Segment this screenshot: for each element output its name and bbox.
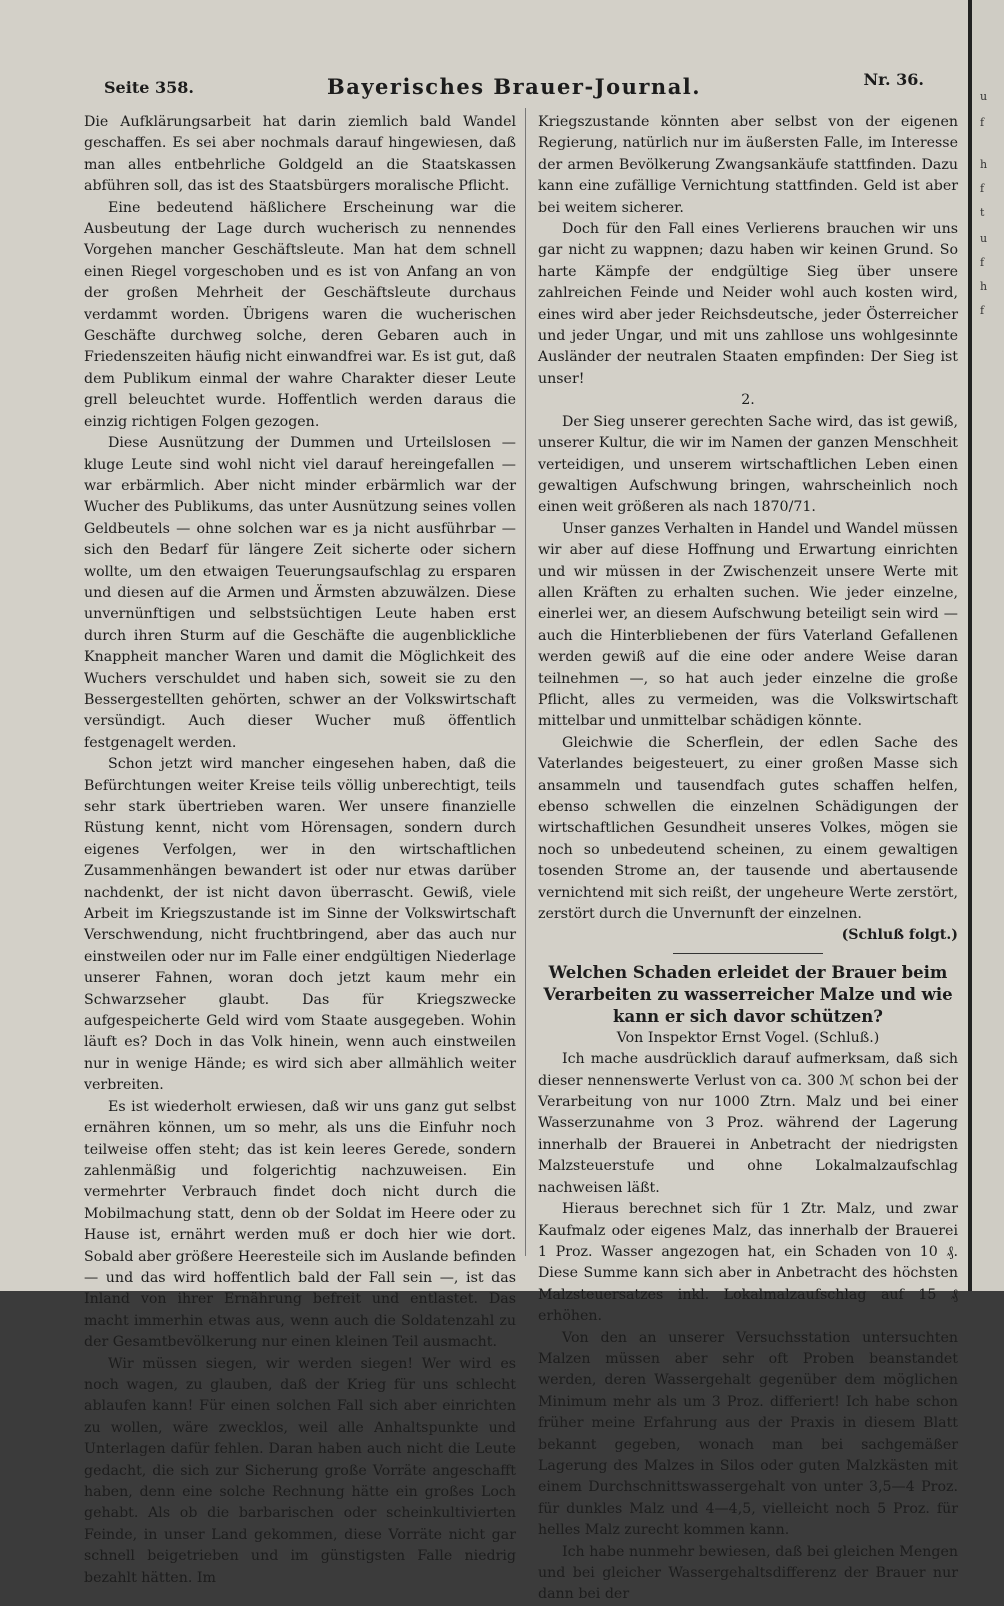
adjacent-page-fragment: t [980, 206, 985, 219]
page-header [82, 68, 942, 98]
issue-number: Nr. 36. [863, 70, 924, 89]
section-rule [673, 953, 823, 954]
paragraph: Unser ganzes Verhalten in Handel und Wandel müssen wir aber auf diese Hoffnung und Erwartung einrichten und wir müssen in der Zwischenzeit unsere Werte mit allen Kräften zu erhalten suchen. Wie jeder einzelne, einerlei wer, an diesem Aufschwung beteiligt sein wird — auch die Hinterbliebenen der fürs Vaterland Gefallenen werden gewiß auf die eine oder andere Weise daran teilnehmen —, so hat auch jeder einzelne die große Pflicht, alles zu vermeiden, was die Volkswirtschaft mittelbar und unmittelbar schädigen könnte. [538, 520, 958, 730]
paragraph: Diese Ausnützung der Dummen und Urteilslosen — kluge Leute sind wohl nicht viel darauf hereingefallen — war erbärmlich. Aber nicht minder erbärmlich war der Wucher des Publikums, das unter Ausnützung seines vollen Geldbeutels — ohne solchen war es ja nicht ausführbar — sich den Bedarf für längere Zeit sicherte oder sichern wollte, um den etwaigen Teuerungsaufschlag zu ersparen und diesen auf die Armen und Ärmsten abzuwälzen. Diese unvernünftigen und selbstsüchtigen Leute haben erst durch ihren Sturm auf die Geschäfte die augenblickliche Knappheit mancher Waren und damit die Möglichkeit des Wuchers verschuldet und haben sich, soweit sie zu den Bessergestellten gehörten, schwer an der Volkswirtschaft versündigt. Auch dieser Wucher muß öffentlich festgenagelt werden. [84, 435, 516, 751]
continuation-note: (Schluß folgt.) [841, 927, 958, 944]
article-byline: Von Inspektor Ernst Vogel. (Schluß.) [616, 1029, 880, 1046]
paragraph: Hieraus berechnet sich für 1 Ztr. Malz, und zwar Kaufmalz oder eigenes Malz, das innerhalb der Brauerei 1 Proz. Wasser angezogen hat, ein Schaden von 10 ₰. Diese Summe kann sich aber in Anbetracht des höchsten Malzsteuersatzes inkl. Lokalmalzaufschlag auf 15 ₰ erhöhen. [538, 1201, 958, 1325]
paragraph: Gleichwie die Scherflein, der edlen Sache des Vaterlandes beigesteuert, zu einer großen Masse sich ansammeln und tausendfach gutes schaffen helfen, ebenso schwellen die einzelnen Schädigungen der wirtschaftlichen Gesundheit unseres Volkes, mögen sie noch so unbedeutend scheinen, zu einem gewaltigen tosenden Strome an, der tausende und abertausende vernichtend mit sich reißt, der ungeheure Werte zerstört, zerstört durch die Unvernunft der einzelnen. [538, 734, 958, 923]
column-divider [525, 108, 526, 1256]
paragraph: Ich habe nunmehr bewiesen, daß bei gleichen Mengen und bei gleicher Wassergehaltsdifferenz der Brauer nur dann bei der [538, 1543, 958, 1603]
adjacent-page-fragment: u [980, 232, 988, 245]
paragraph: Kriegszustande könnten aber selbst von der eigenen Regierung, natürlich nur im äußersten Falle, im Interesse der armen Bevölkerung Zwangsankäufe stattfinden. Dazu kann eine zufällige Vernichtung stattfinden. Geld ist aber bei weitem sicherer. [538, 114, 958, 216]
paragraph: Es ist wiederholt erwiesen, daß wir uns ganz gut selbst ernähren können, um so mehr, als uns die Einfuhr noch teilweise offen steht; das ist kein leeres Gerede, sondern zahlenmäßig und folgerichtig nachzuweisen. Ein vermehrter Verbrauch findet doch nicht durch die Mobilmachung statt, denn ob der Soldat im Heere oder zu Hause ist, ernährt werden muß er doch hier wie dort. Sobald aber größere Heeresteile sich im Auslande befinden — und das wird hoffentlich bald der Fall sein —, ist das Inland von ihrer Ernährung befreit und entlastet. Das macht immerhin etwas aus, wenn auch die Soldatenzahl zu der Gesamtbevölkerung nur einen kleinen Teil ausmacht. [84, 1098, 516, 1351]
paragraph: Der Sieg unserer gerechten Sache wird, das ist gewiß, unserer Kultur, die wir im Namen der ganzen Menschheit verteidigen, und unserem wirtschaftlichen Leben einen gewaltigen Aufschwung bringen, wahrscheinlich noch einen weit größeren als nach 1870/71. [538, 413, 958, 516]
adjacent-page-fragment: f [980, 182, 985, 195]
adjacent-page-fragment: f [980, 304, 985, 317]
adjacent-page-fragment: h [980, 158, 988, 171]
paragraph: Von den an unserer Versuchsstation untersuchten Malzen müssen aber sehr oft Proben beanstandet werden, deren Wassergehalt gegenüber dem möglichen Minimum mehr als um 3 Proz. differiert! Ich habe schon früher meine Erfahrung aus der Praxis in diesem Blatt bekannt gegeben, wonach man bei sachgemäßer Lagerung des Malzes in Silos oder guten Malzkästen mit einem Durchschnittswassergehalt von unter 3,5—4 Proz. für dunkles Malz und 4—4,5, vielleicht noch 5 Proz. für helles Malz zurecht kommen kann. [538, 1329, 958, 1539]
paragraph: Eine bedeutend häßlichere Erscheinung war die Ausbeutung der Lage durch wucherisch zu nennendes Vorgehen mancher Geschäftsleute. Man hat dem schnell einen Riegel vorgeschoben und es ist von Anfang an von der großen Mehrheit der Geschäftsleute durchaus verdammt worden. Übrigens waren die wucherischen Geschäfte durchweg solche, deren Gebaren auch in Friedenszeiten häufig nicht einwandfrei war. Es ist gut, daß dem Publikum einmal der wahre Charakter dieser Leute grell beleuchtet wurde. Hoffentlich werden daraus die einzig richtigen Folgen gezogen. [84, 199, 516, 430]
journal-title: Bayerisches Brauer-Journal. [327, 74, 702, 99]
paragraph: Wir müssen siegen, wir werden siegen! Wer wird es noch wagen, zu glauben, daß der Krieg für uns schlecht ablaufen kann! Für einen solchen Fall sich aber einrichten zu wollen, wäre zwecklos, weil alle Anhaltspunkte und Unterlagen dafür fehlen. Daran haben auch nicht die Leute gedacht, die sich zur Sicherung große Vorräte angeschafft haben, denn eine solche Rechnung hätte ein großes Loch gehabt. Als ob die barbarischen oder scheinkultivierten Feinde, in unser Land gekommen, diese Vorräte nicht gar schnell beigetrieben und im günstigsten Falle niedrig bezahlt hätten. Im [84, 1355, 516, 1586]
section-number: 2. [741, 392, 755, 409]
page-number: Seite 358. [104, 78, 194, 97]
paragraph: Schon jetzt wird mancher eingesehen haben, daß die Befürchtungen weiter Kreise teils völlig unberechtigt, teils sehr stark übertrieben waren. Wer unsere finanzielle Rüstung kennt, nicht vom Hörensagen, sondern durch eigenes Verfolgen, wer in den wirtschaftlichen Zusammenhängen bewandert ist oder nur etwas darüber nachdenkt, der ist nicht davon überrascht. Gewiß, viele Arbeit im Kriegszustande ist im Sinne der Volkswirtschaft Verschwendung, nicht fruchtbringend, aber das auch nur einstweilen oder nur im Falle einer endgültigen Niederlage unserer Fahnen, woran doch jetzt kaum mehr ein Schwarzseher glaubt. Das für Kriegszwecke aufgespeicherte Geld wird vom Staate ausgegeben. Wohin läuft es? Doch in das Volk hinein, wenn auch einstweilen nur in wenige Hände; es wird sich aber allmählich weiter verbreiten. [84, 756, 516, 1094]
adjacent-page-edge [968, 0, 1004, 1291]
adjacent-page-fragment: f [980, 116, 985, 129]
paragraph: Doch für den Fall eines Verlierens brauchen wir uns gar nicht zu wappnen; dazu haben wir keinen Grund. So harte Kämpfe der endgültige Sieg über unsere zahlreichen Feinde und Neider wohl auch kosten wird, eines wird aber jeder Reichsdeutsche, jeder Österreicher und jeder Ungar, und mit uns zahllose uns wohlgesinnte Ausländer der neutralen Staaten empfinden: Der Sieg ist unser! [538, 221, 958, 387]
adjacent-page-fragment: h [980, 280, 988, 293]
adjacent-page-fragment: u [980, 90, 988, 103]
paragraph: Die Aufklärungsarbeit hat darin ziemlich bald Wandel geschaffen. Es sei aber nochmals darauf hingewiesen, daß man alles entbehrliche Goldgeld an die Staatskassen abführen soll, das ist des Staatsbürgers moralische Pflicht. [84, 114, 516, 195]
adjacent-page-fragment: f [980, 256, 985, 269]
right-column [538, 112, 958, 1603]
article-title: Welchen Schaden erleidet der Brauer beim Verarbeiten zu wasserreicher Malze und wie kann er sich davor schützen? [543, 962, 953, 1026]
paragraph: Ich mache ausdrücklich darauf aufmerksam, daß sich dieser nennenswerte Verlust von ca. 300 ℳ schon bei der Verarbeitung von nur 1000 Ztrn. Malz und bei einer Wasserzunahme von 3 Proz. während der Lagerung innerhalb der Brauerei in Anbetracht der niedrigsten Malzsteuerstufe und ohne Lokalmalzaufschlag nachweisen läßt. [538, 1051, 958, 1196]
left-column [84, 112, 516, 1586]
